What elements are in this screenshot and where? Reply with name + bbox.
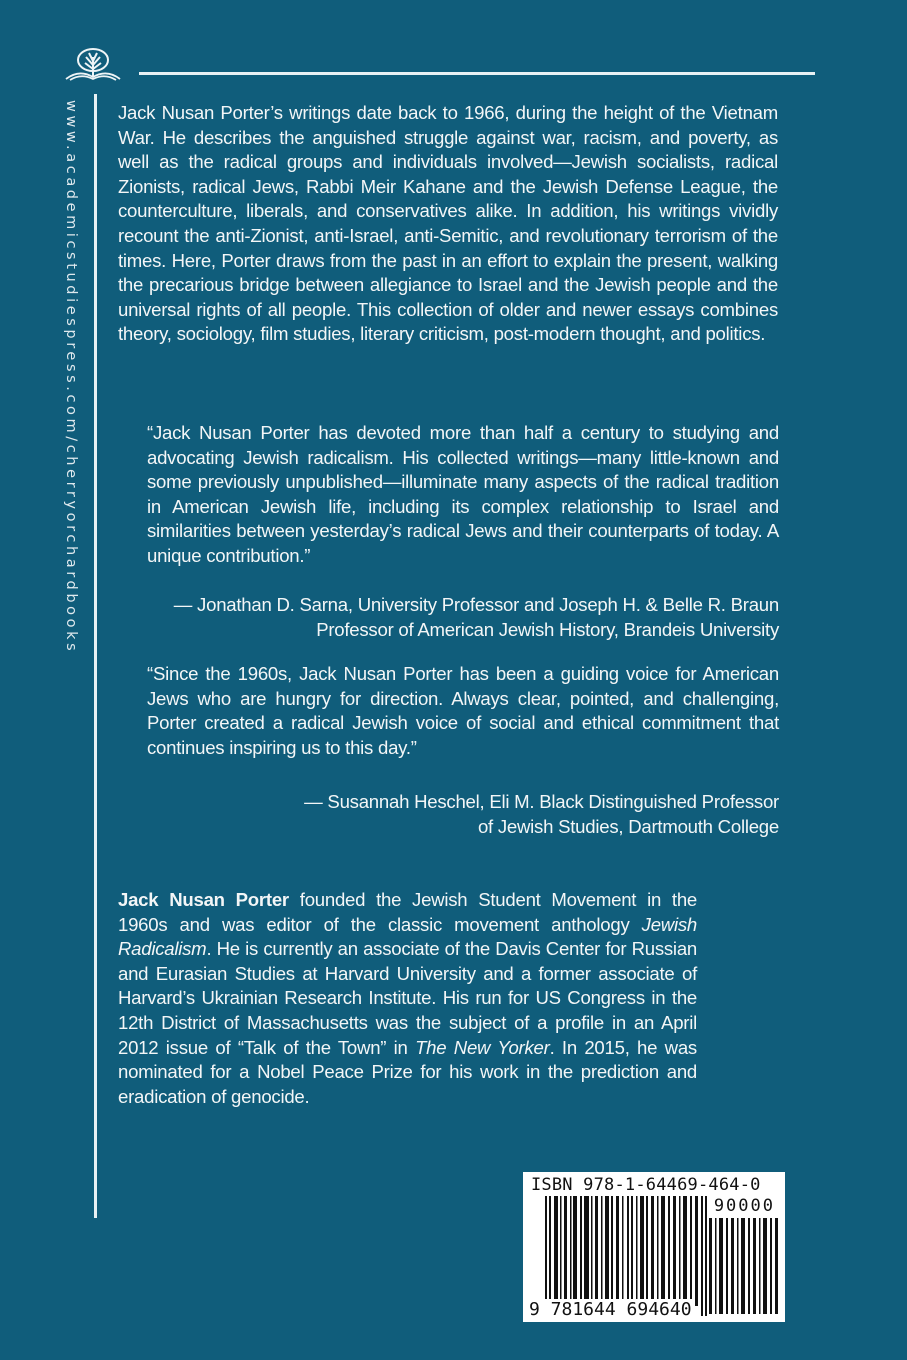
publisher-url[interactable]: www.academicstudiespress.com/cherryorchardbooks: [63, 100, 79, 655]
isbn-barcode: [523, 1172, 785, 1322]
ean-barcode-bars: [545, 1196, 715, 1316]
blurb-attribution-1: [147, 593, 779, 642]
attribution-line: of Jewish Studies, Dartmouth College: [477, 815, 779, 837]
top-rule: [139, 72, 815, 75]
attribution-line: — Susannah Heschel, Eli M. Black Distinguished Professor: [304, 791, 779, 812]
isbn-label: ISBN 978-1-64469-464-0: [531, 1175, 761, 1195]
blurb-attribution-2: [147, 790, 779, 839]
attribution-line: Professor of American Jewish History, Brandeis University: [316, 618, 779, 640]
side-rule: [94, 94, 97, 1218]
addon-barcode-bars: [705, 1218, 780, 1314]
attribution-line: — Jonathan D. Sarna, University Professor and Joseph H. & Belle R. Braun: [173, 594, 779, 615]
price-code: 90000: [713, 1196, 775, 1216]
blurb-quote-1: “Jack Nusan Porter has devoted more than half a century to studying and advocating Jewish radicalism. His collected writings—many little-known and some previously unpublished—illuminate many aspects of the radical tradition in American Jewish life, including its complex relationship to Israel and similarities between yesterday’s radical Jews and their counterparts of today. A unique contribution.”: [147, 422, 779, 566]
author-name: Jack Nusan Porter: [118, 889, 289, 910]
book-title: Jewish Radicalism: [118, 913, 697, 960]
magazine-title: The New Yorker: [415, 1036, 550, 1058]
ean-digits: 9 781644 694640: [529, 1299, 692, 1320]
author-bio: Jack Nusan Porter founded the Jewish Student Movement in the 1960s and was editor of the classic movement anthology Jewish Radicalism. He is currently an associate of the Davis Center for Russian and Eurasian Studies at Harvard University and a former associate of Harvard’s Ukrainian Research Institute. His run for US Congress in the 12th District of Massachusetts was the subject of a profile in an April 2012 issue of “Talk of the Town” in The New Yorker. In 2015, he was nominated for a Nobel Peace Prize for his work in the prediction and eradication of genocide.: [118, 889, 697, 1107]
blurb-quote-2: “Since the 1960s, Jack Nusan Porter has been a guiding voice for American Jews who are hungry for direction. Always clear, pointed, and challenging, Porter created a radical Jewish voice of social and ethical commitment that continues inspiring us to this day.”: [147, 663, 779, 758]
book-description: Jack Nusan Porter’s writings date back to 1966, during the height of the Vietnam War. He describes the anguished struggle against war, racism, and poverty, as well as the radical groups and individuals involved—Jewish socialists, radical Zionists, radical Jews, Rabbi Meir Kahane and the Jewish Defense League, the counterculture, liberals, and conservatives alike. In addition, his writings vividly recount the anti-Zionist, anti-Israel, anti-Semitic, and revolutionary terrorism of the times. Here, Porter draws from the past in an effort to explain the present, walking the precarious bridge between allegiance to Israel and the Jewish people and the universal rights of all people. This collection of older and newer essays combines theory, sociology, film studies, literary criticism, post-modern thought, and politics.: [118, 102, 778, 345]
tree-book-icon: [64, 47, 122, 85]
